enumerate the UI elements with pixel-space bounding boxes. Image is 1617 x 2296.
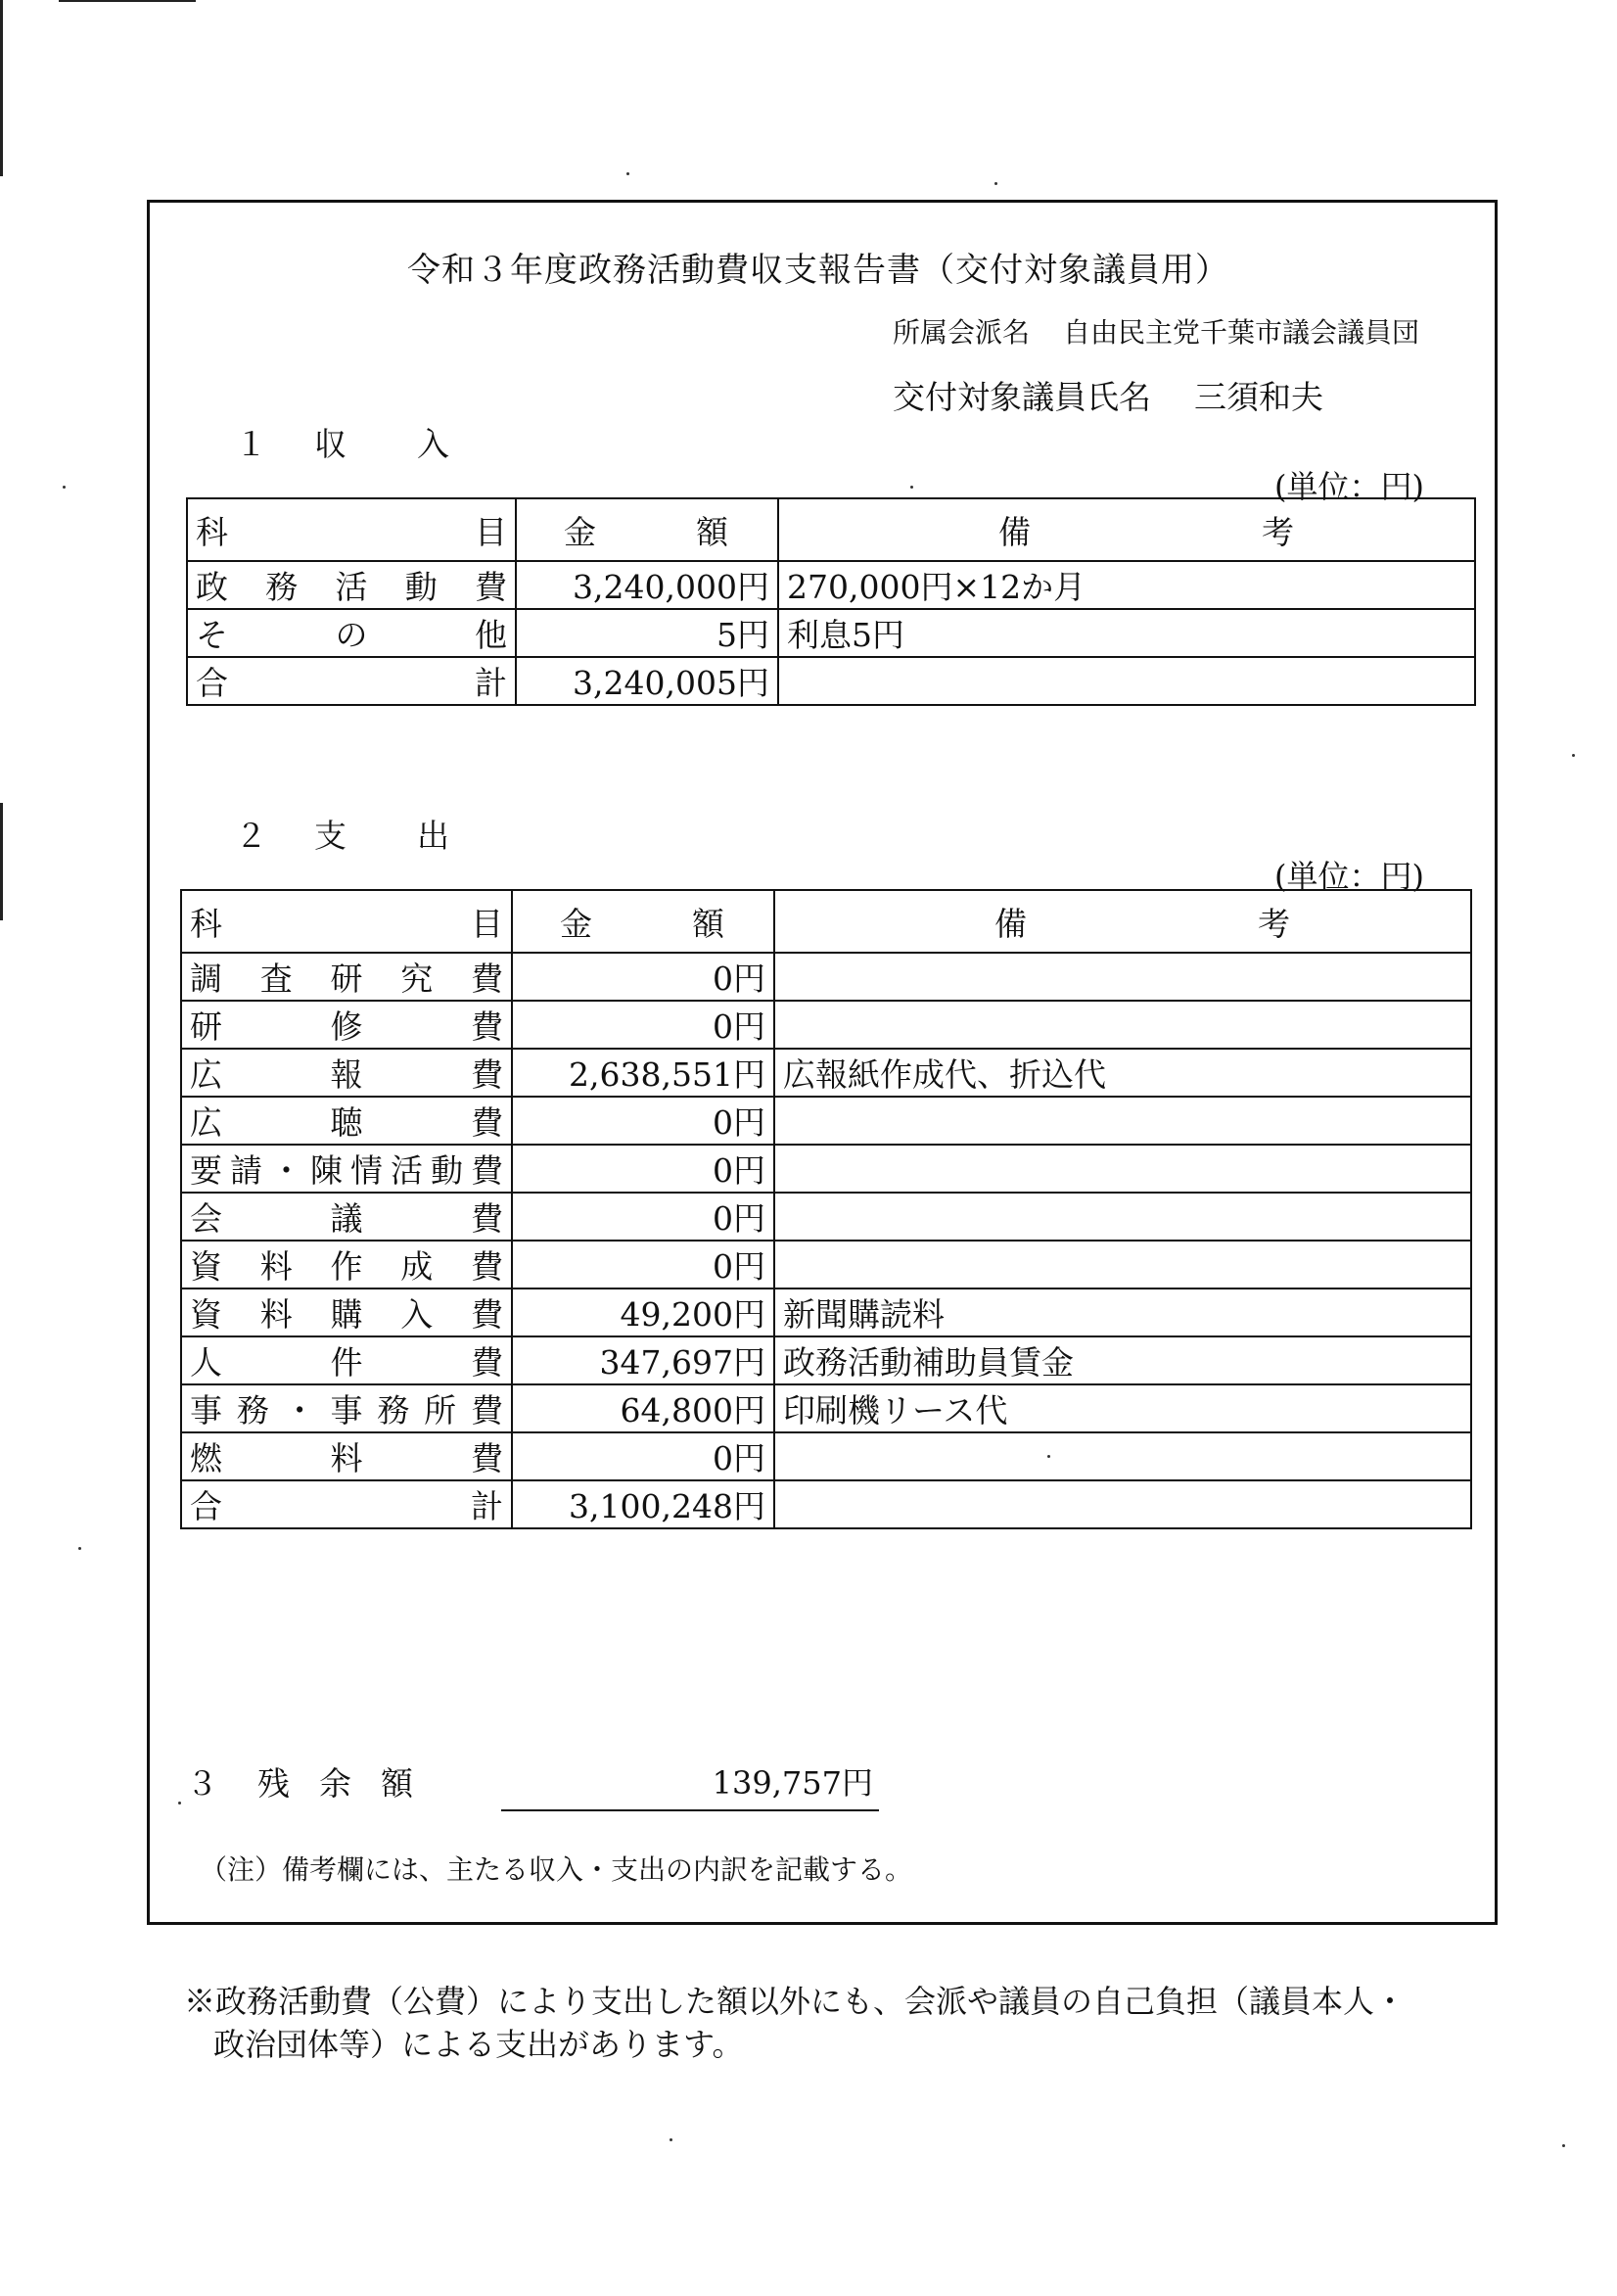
expense-item-cell: 事務・事務所費 <box>181 1384 512 1432</box>
expense-note-cell <box>774 1001 1471 1049</box>
expense-amount-cell: 0円 <box>512 1241 774 1289</box>
header-item: 科目 <box>181 890 512 953</box>
expense-amount-cell: 0円 <box>512 1001 774 1049</box>
expense-item-cell: 研修費 <box>181 1001 512 1049</box>
scan-speck <box>1047 1455 1050 1458</box>
expense-item-cell: 広報費 <box>181 1049 512 1097</box>
expense-note-cell <box>774 953 1471 1001</box>
income-header-row <box>187 498 1475 561</box>
expense-item-cell: 要請・陳情活動費 <box>181 1145 512 1193</box>
member-value: 三須和夫 <box>1194 378 1323 416</box>
expense-item-cell: 燃料費 <box>181 1432 512 1480</box>
expense-row <box>181 1289 1471 1336</box>
expense-note-cell: 新聞購読料 <box>774 1289 1471 1336</box>
expense-row <box>181 1145 1471 1193</box>
income-note-cell <box>778 657 1475 705</box>
expense-note-cell: 政務活動補助員賃金 <box>774 1336 1471 1384</box>
expense-item-cell: 広聴費 <box>181 1097 512 1145</box>
expense-header-row <box>181 890 1471 953</box>
scan-speck <box>1572 754 1575 757</box>
footnote <box>184 1980 1476 2066</box>
expense-row <box>181 1001 1471 1049</box>
report-title: 令和３年度政務活動費収支報告書（交付対象議員用） <box>407 251 1229 290</box>
expense-row <box>181 1384 1471 1432</box>
expense-item-cell: 合計 <box>181 1480 512 1528</box>
member-label: 交付対象議員氏名 <box>893 378 1151 416</box>
income-item-cell: 合計 <box>187 657 516 705</box>
faction-line <box>893 311 1419 351</box>
member-line <box>893 372 1323 418</box>
scan-speck <box>178 1802 181 1804</box>
header-item: 科目 <box>187 498 516 561</box>
expense-amount-cell: 49,200円 <box>512 1289 774 1336</box>
expense-item-cell: 資料作成費 <box>181 1241 512 1289</box>
expense-row <box>181 1336 1471 1384</box>
income-note-cell: 270,000円×12か月 <box>778 561 1475 609</box>
income-amount-cell: 5円 <box>516 609 778 657</box>
expense-item-cell: 調査研究費 <box>181 953 512 1001</box>
expense-amount-cell: 0円 <box>512 1193 774 1241</box>
expense-amount-cell: 64,800円 <box>512 1384 774 1432</box>
header-amount: 金 額 <box>512 890 774 953</box>
expense-note-cell <box>774 1097 1471 1145</box>
income-amount-cell: 3,240,005円 <box>516 657 778 705</box>
expense-amount-cell: 0円 <box>512 1432 774 1480</box>
expense-note-cell: 広報紙作成代、折込代 <box>774 1049 1471 1097</box>
scan-speck <box>78 1547 81 1550</box>
expense-note-cell <box>774 1432 1471 1480</box>
expense-row <box>181 1193 1471 1241</box>
expense-note-cell <box>774 1241 1471 1289</box>
faction-value: 自由民主党千葉市議会議員団 <box>1063 316 1420 349</box>
income-item-cell: 政務活動費 <box>187 561 516 609</box>
expense-row <box>181 1241 1471 1289</box>
balance-amount: 139,757円 <box>712 1764 873 1802</box>
income-table <box>186 497 1476 706</box>
expense-table <box>180 889 1472 1529</box>
expense-row <box>181 1432 1471 1480</box>
expense-amount-cell: 2,638,551円 <box>512 1049 774 1097</box>
expense-note-cell: 印刷機リース代 <box>774 1384 1471 1432</box>
expense-row <box>181 1480 1471 1528</box>
expense-amount-cell: 0円 <box>512 1097 774 1145</box>
expense-row <box>181 1097 1471 1145</box>
footnote-line-2: 政治団体等）による支出があります。 <box>213 2026 744 2063</box>
income-note-cell: 利息5円 <box>778 609 1475 657</box>
header-note: 備 考 <box>778 498 1475 561</box>
income-amount-cell: 3,240,000円 <box>516 561 778 609</box>
balance-label: ３ 残余額 <box>186 1764 442 1803</box>
expense-amount-cell: 0円 <box>512 953 774 1001</box>
scan-edge-mark <box>0 0 3 176</box>
expense-amount-cell: 3,100,248円 <box>512 1480 774 1528</box>
expense-amount-cell: 0円 <box>512 1145 774 1193</box>
income-row <box>187 561 1475 609</box>
expense-note-cell <box>774 1193 1471 1241</box>
expense-item-cell: 人件費 <box>181 1336 512 1384</box>
faction-label: 所属会派名 <box>893 316 1031 349</box>
scan-speck <box>63 486 66 489</box>
income-heading: １ 収 入 <box>235 425 451 463</box>
expense-row <box>181 953 1471 1001</box>
scan-edge-mark <box>59 0 196 2</box>
header-amount: 金 額 <box>516 498 778 561</box>
income-item-cell: その他 <box>187 609 516 657</box>
expense-note-cell <box>774 1145 1471 1193</box>
balance-underline <box>501 1809 879 1811</box>
scan-speck <box>910 486 913 489</box>
expense-amount-cell: 347,697円 <box>512 1336 774 1384</box>
income-unit: (単位：円) <box>1274 468 1424 505</box>
expense-unit: (単位：円) <box>1274 858 1424 895</box>
expense-heading: ２ 支 出 <box>235 817 451 855</box>
scan-speck <box>1562 2144 1565 2147</box>
footnote-line-1: ※政務活動費（公費）により支出した額以外にも、会派や議員の自己負担（議員本人・ <box>184 1983 1407 2020</box>
expense-item-cell: 資料購入費 <box>181 1289 512 1336</box>
income-row <box>187 657 1475 705</box>
income-row <box>187 609 1475 657</box>
header-note: 備 考 <box>774 890 1471 953</box>
scan-edge-mark <box>0 803 3 920</box>
expense-item-cell: 会議費 <box>181 1193 512 1241</box>
expense-note-cell <box>774 1480 1471 1528</box>
expense-row <box>181 1049 1471 1097</box>
scan-speck <box>670 2138 672 2141</box>
remark-note: （注）備考欄には、主たる収入・支出の内訳を記載する。 <box>200 1853 913 1886</box>
scan-speck <box>994 182 997 185</box>
scan-speck <box>626 172 629 175</box>
